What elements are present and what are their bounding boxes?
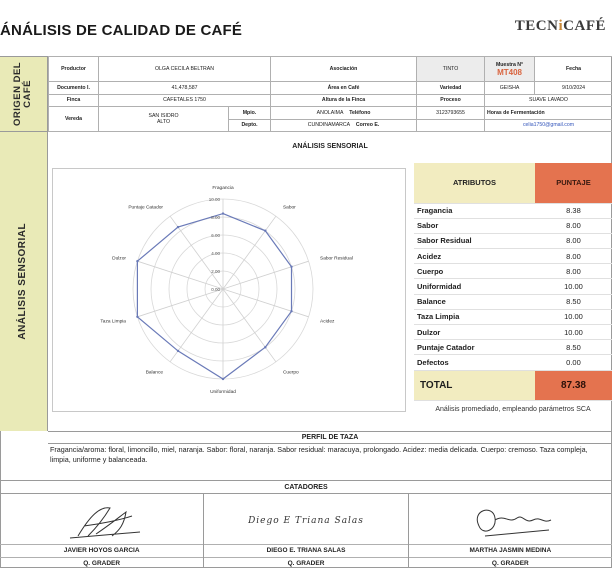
fecha-label: Fecha xyxy=(535,57,612,82)
signature-2-drawing: Diego E Triana Salas xyxy=(248,516,364,526)
productor-label: Productor xyxy=(49,57,99,82)
attribute-row xyxy=(414,294,612,309)
origin-sidebar xyxy=(0,56,48,132)
radar-spoke xyxy=(223,216,276,289)
attribute-row xyxy=(414,325,612,340)
depto-label: Depto. xyxy=(229,119,271,132)
attribute-name: Sabor xyxy=(414,218,535,233)
mpio-value: ANOLAIMA Teléfono xyxy=(271,107,417,120)
radar-category-label: Dulzor xyxy=(112,256,126,262)
attribute-row xyxy=(414,203,612,218)
total-label: TOTAL xyxy=(414,370,535,400)
attribute-name: Sabor Residual xyxy=(414,233,535,248)
radar-chart xyxy=(53,169,405,411)
attribute-score: 8.50 xyxy=(535,294,612,309)
origin-label: ORIGEN DEL CAFÉ xyxy=(12,61,34,127)
catador-1-name: JAVIER HOYOS GARCIA xyxy=(0,544,203,554)
analysis-sidebar xyxy=(0,132,48,431)
finca-label: Finca xyxy=(49,94,99,107)
productor-value: OLGA CECILA BELTRAN xyxy=(99,57,271,82)
signature-1-drawing xyxy=(0,496,204,542)
score-header: PUNTAJE xyxy=(535,163,612,203)
radar-spoke xyxy=(223,289,276,362)
attribute-name: Balance xyxy=(414,294,535,309)
radar-category-label: Sabor xyxy=(282,205,296,211)
attribute-row xyxy=(414,309,612,324)
attributes-table xyxy=(414,163,612,401)
muestra-value: MT408 xyxy=(497,67,522,77)
total-value: 87.38 xyxy=(535,370,612,400)
radar-category-label: Puntaje Catador xyxy=(128,205,164,211)
catador-1-role: Q. GRADER xyxy=(0,557,203,567)
logo-right: CAFÉ xyxy=(563,18,606,34)
finca-value: CAFETALES 1750 xyxy=(99,94,271,107)
signature-cell-1 xyxy=(0,494,204,568)
radar-category-label: Cuerpo xyxy=(282,370,299,376)
attribute-row xyxy=(414,264,612,279)
radar-point xyxy=(264,346,266,348)
altura-label: Altura de la Finca xyxy=(271,94,417,107)
vereda-value: SAN ISIDRO ALTO xyxy=(99,107,229,132)
document-title: ÁNÁLISIS DE CALIDAD DE CAFÉ xyxy=(0,22,243,39)
attributes-header: ATRIBUTOS xyxy=(414,163,535,203)
area-label: Área en Café xyxy=(271,82,417,95)
attribute-score: 8.50 xyxy=(535,340,612,355)
attribute-name: Uniformidad xyxy=(414,279,535,294)
catador-2-name: DIEGO E. TRIANA SALAS xyxy=(204,544,407,554)
radar-spoke xyxy=(223,261,309,289)
attribute-row xyxy=(414,355,612,370)
radar-tick-label: 10.00 xyxy=(208,197,220,202)
attribute-name: Taza Limpia xyxy=(414,309,535,324)
mpio-label: Mpio. xyxy=(229,107,271,120)
radar-point xyxy=(177,350,179,352)
perfil-title: PERFIL DE TAZA xyxy=(48,431,612,444)
telefono-value: 3123793655 xyxy=(417,107,485,120)
variedad-label: Variedad xyxy=(417,82,485,95)
attribute-score: 8.00 xyxy=(535,233,612,248)
attribute-row xyxy=(414,279,612,294)
sensorial-section-title: ANÁLISIS SENSORIAL xyxy=(292,143,368,150)
radar-spoke xyxy=(137,289,223,317)
signatures-row xyxy=(0,494,612,568)
attribute-name: Cuerpo xyxy=(414,264,535,279)
radar-tick-label: 0.00 xyxy=(211,287,220,292)
radar-tick-label: 8.00 xyxy=(211,215,220,220)
documento-label: Documento I. xyxy=(49,82,99,95)
logo-accent: i xyxy=(558,18,564,34)
origin-info-table xyxy=(48,56,612,132)
attribute-score: 10.00 xyxy=(535,279,612,294)
horas-label: Horas de Fermentación xyxy=(485,107,612,120)
radar-point xyxy=(136,260,138,262)
attribute-row xyxy=(414,233,612,248)
catador-3-name: MARTHA JASMIN MEDINA xyxy=(409,544,612,554)
signature-cell-3 xyxy=(409,494,612,568)
radar-category-label: Fragancia xyxy=(212,186,234,191)
attribute-name: Acidez xyxy=(414,249,535,264)
radar-tick-label: 2.00 xyxy=(211,269,220,274)
radar-point xyxy=(290,310,292,312)
catador-2-role: Q. GRADER xyxy=(204,557,407,567)
depto-value: CUNDINAMARCA Correo E. xyxy=(271,119,417,132)
perfil-text: Fragancia/aroma: floral, limoncillo, miel, naranja. Sabor: floral, naranja. Sabor residual: maracuya, prolongado. Acidez: media delicada. Cuerpo: cremoso. Taza compleja, limpia, uniforme y balanceada. xyxy=(50,445,588,464)
variedad-value: GEISHA xyxy=(485,82,535,95)
radar-point xyxy=(290,266,292,268)
catador-3-role: Q. GRADER xyxy=(409,557,612,567)
attribute-score: 8.00 xyxy=(535,249,612,264)
radar-category-label: Sabor Residual xyxy=(320,256,353,262)
attribute-score: 8.00 xyxy=(535,264,612,279)
radar-point xyxy=(222,212,224,214)
fecha-value: 9/10/2024 xyxy=(535,82,612,95)
attribute-name: Defectos xyxy=(414,355,535,370)
attribute-name: Puntaje Catador xyxy=(414,340,535,355)
radar-category-label: Balance xyxy=(145,370,164,376)
telefono-label: Teléfono xyxy=(349,109,371,116)
attribute-score: 8.38 xyxy=(535,203,612,218)
asociacion-label: Asociación xyxy=(271,57,417,82)
documento-value: 41,478,587 xyxy=(99,82,271,95)
radar-spoke xyxy=(223,289,309,317)
muestra-label: Muestra N° MT408 xyxy=(485,57,535,82)
attribute-name: Fragancia xyxy=(414,203,535,218)
analysis-label: ANÁLISIS SENSORIAL xyxy=(17,223,29,340)
radar-tick-label: 4.00 xyxy=(211,251,220,256)
radar-point xyxy=(136,316,138,318)
signature-3-drawing xyxy=(409,496,612,542)
radar-point xyxy=(222,378,224,380)
tecnicafe-logo xyxy=(515,18,606,35)
correo-label: Correo E. xyxy=(355,122,380,129)
radar-chart-box xyxy=(52,168,406,412)
radar-category-label: Uniformidad xyxy=(210,390,236,395)
radar-spoke xyxy=(137,261,223,289)
radar-category-label: Acidez xyxy=(320,319,335,325)
asociacion-value: TINTO xyxy=(417,57,485,82)
attribute-row xyxy=(414,249,612,264)
attribute-row xyxy=(414,340,612,355)
signature-cell-2 xyxy=(204,494,408,568)
radar-tick-label: 6.00 xyxy=(211,233,220,238)
correo-value: celia1750@gmail.com xyxy=(485,119,612,132)
attribute-score: 0.00 xyxy=(535,355,612,370)
radar-point xyxy=(264,230,266,232)
logo-left: TECN xyxy=(514,18,559,34)
radar-category-label: Taza Limpia xyxy=(100,319,126,325)
attribute-row xyxy=(414,218,612,233)
sca-note: Análisis promediado, empleando parámetros SCA xyxy=(435,406,591,413)
proceso-label: Proceso xyxy=(417,94,485,107)
proceso-value: SUAVE LAVADO xyxy=(485,94,612,107)
attribute-score: 10.00 xyxy=(535,325,612,340)
attribute-score: 10.00 xyxy=(535,309,612,324)
attribute-score: 8.00 xyxy=(535,218,612,233)
vereda-label: Vereda xyxy=(49,107,99,132)
catadores-title: CATADORES xyxy=(0,480,612,494)
attribute-name: Dulzor xyxy=(414,325,535,340)
radar-point xyxy=(177,226,179,228)
